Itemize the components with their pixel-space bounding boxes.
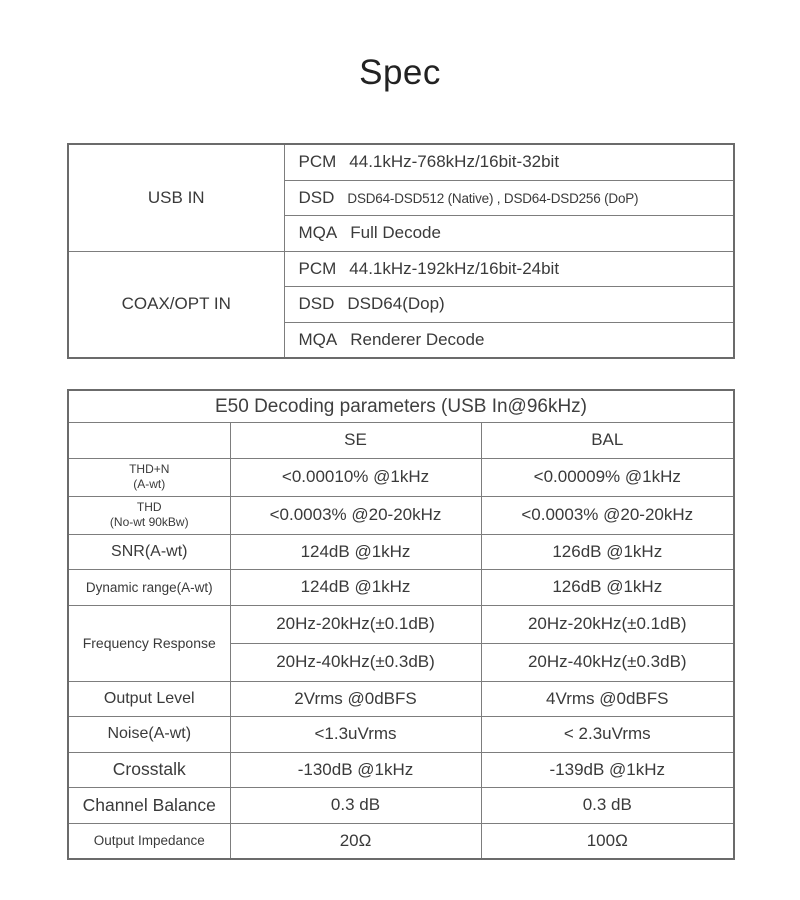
- crosstalk-label: Crosstalk: [68, 752, 230, 788]
- coax-mqa-value: Renderer Decode: [350, 329, 485, 349]
- channel-balance-se-value: 0.3 dB: [230, 788, 481, 824]
- usb-pcm-key: PCM: [298, 152, 337, 172]
- usb-mqa-key: MQA: [298, 223, 338, 243]
- snr-label: SNR(A-wt): [68, 534, 230, 570]
- thd-se-value: <0.0003% @20-20kHz: [230, 496, 481, 534]
- frequency-response-se-value-2: 20Hz-40kHz(±0.3dB): [230, 643, 481, 681]
- bal-column-header: BAL: [481, 423, 734, 459]
- frequency-response-label: Frequency Response: [68, 605, 230, 681]
- dynamic-range-label: Dynamic range(A-wt): [68, 570, 230, 606]
- io-table: [67, 143, 735, 359]
- usb-mqa-cell: [284, 216, 734, 252]
- dynamic-range-bal-value: 126dB @1kHz: [481, 570, 734, 606]
- frequency-response-bal-value-1: 20Hz-20kHz(±0.1dB): [481, 605, 734, 643]
- usb-dsd-key: DSD: [298, 187, 335, 207]
- coax-pcm-key: PCM: [298, 258, 337, 278]
- crosstalk-bal-value: -139dB @1kHz: [481, 752, 734, 788]
- thdn-se-value: <0.00010% @1kHz: [230, 458, 481, 496]
- param-header-blank: [68, 423, 230, 459]
- output-impedance-row: [68, 823, 734, 859]
- thd-bal-value: <0.0003% @20-20kHz: [481, 496, 734, 534]
- snr-row: [68, 534, 734, 570]
- page-title: Spec: [359, 53, 441, 92]
- thdn-label: THD+N (A-wt): [68, 458, 230, 496]
- coax-dsd-value: DSD64(Dop): [347, 294, 445, 314]
- output-impedance-label: Output Impedance: [68, 823, 230, 859]
- noise-label: Noise(A-wt): [68, 717, 230, 753]
- output-impedance-se-value: 20Ω: [230, 823, 481, 859]
- snr-bal-value: 126dB @1kHz: [481, 534, 734, 570]
- frequency-response-row-1: [68, 605, 734, 643]
- dynamic-range-se-value: 124dB @1kHz: [230, 570, 481, 606]
- noise-se-value: <1.3uVrms: [230, 717, 481, 753]
- frequency-response-se-value-1: 20Hz-20kHz(±0.1dB): [230, 605, 481, 643]
- usb-mqa-value: Full Decode: [350, 223, 441, 243]
- usb-pcm-value: 44.1kHz-768kHz/16bit-32bit: [349, 152, 560, 172]
- dynamic-range-row: [68, 570, 734, 606]
- thd-label: THD (No-wt 90kBw): [68, 496, 230, 534]
- channel-balance-label: Channel Balance: [68, 788, 230, 824]
- coax-pcm-row: [68, 251, 734, 287]
- usb-dsd-cell: [284, 180, 734, 216]
- noise-row: [68, 717, 734, 753]
- coax-pcm-cell: [284, 251, 734, 287]
- thd-row: [68, 496, 734, 534]
- output-level-bal-value: 4Vrms @0dBFS: [481, 681, 734, 717]
- usb-dsd-value: DSD64-DSD512 (Native) , DSD64-DSD256 (DoP): [347, 190, 639, 206]
- noise-bal-value: < 2.3uVrms: [481, 717, 734, 753]
- coax-pcm-value: 44.1kHz-192kHz/16bit-24bit: [349, 258, 560, 278]
- frequency-response-bal-value-2: 20Hz-40kHz(±0.3dB): [481, 643, 734, 681]
- decoding-parameters-table: [67, 389, 735, 860]
- decoding-title-row: [68, 390, 734, 423]
- output-level-row: [68, 681, 734, 717]
- coax-mqa-key: MQA: [298, 329, 338, 349]
- crosstalk-row: [68, 752, 734, 788]
- channel-balance-row: [68, 788, 734, 824]
- usb-pcm-row: [68, 144, 734, 180]
- output-impedance-bal-value: 100Ω: [481, 823, 734, 859]
- coax-opt-in-label: COAX/OPT IN: [68, 251, 284, 358]
- coax-dsd-key: DSD: [298, 294, 335, 314]
- usb-pcm-cell: [284, 144, 734, 180]
- thdn-row: [68, 458, 734, 496]
- channel-balance-bal-value: 0.3 dB: [481, 788, 734, 824]
- thdn-bal-value: <0.00009% @1kHz: [481, 458, 734, 496]
- column-header-row: [68, 423, 734, 459]
- output-level-se-value: 2Vrms @0dBFS: [230, 681, 481, 717]
- output-level-label: Output Level: [68, 681, 230, 717]
- snr-se-value: 124dB @1kHz: [230, 534, 481, 570]
- decoding-table-title: E50 Decoding parameters (USB In@96kHz): [68, 390, 734, 423]
- se-column-header: SE: [230, 423, 481, 459]
- crosstalk-se-value: -130dB @1kHz: [230, 752, 481, 788]
- coax-mqa-cell: [284, 322, 734, 358]
- coax-dsd-cell: [284, 287, 734, 323]
- usb-in-label: USB IN: [68, 144, 284, 251]
